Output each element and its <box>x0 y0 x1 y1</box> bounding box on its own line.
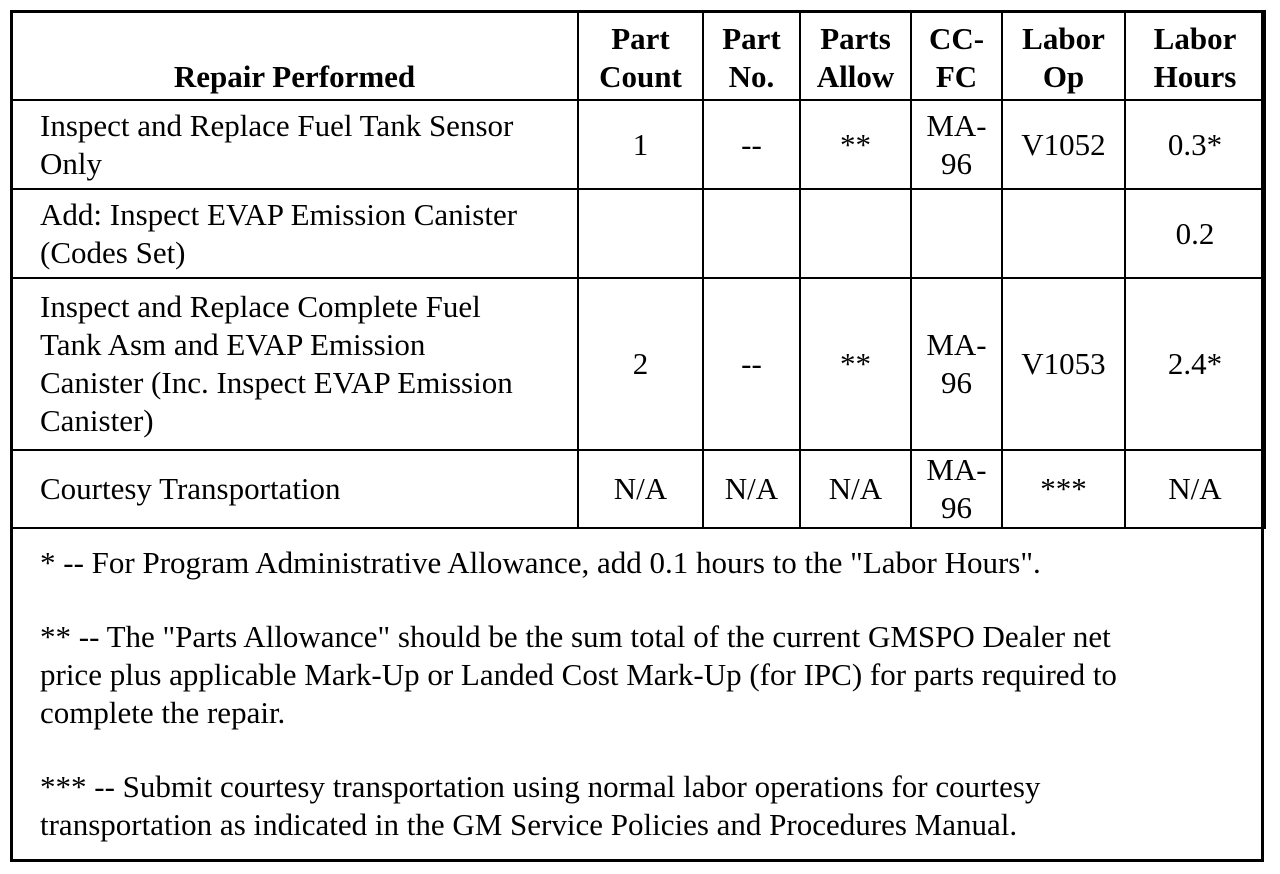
cell-part-count <box>578 189 703 278</box>
cell-parts-allow: ** <box>800 278 911 450</box>
cell-labor-op: V1052 <box>1002 100 1125 189</box>
cell-labor-hours: N/A <box>1125 450 1265 528</box>
cell-parts-allow: ** <box>800 100 911 189</box>
cell-labor-hours: 0.3* <box>1125 100 1265 189</box>
header-part-no: Part No. <box>703 11 800 100</box>
cell-labor-op <box>1002 189 1125 278</box>
cell-part-no <box>703 189 800 278</box>
cell-labor-op: V1053 <box>1002 278 1125 450</box>
cell-part-count: N/A <box>578 450 703 528</box>
cell-part-no: -- <box>703 278 800 450</box>
cell-cc-fc: MA- 96 <box>911 278 1002 450</box>
footnote-courtesy-transportation: *** -- Submit courtesy transportation using normal labor operations for courtesy transportation as indicated in the GM Service Policies and Procedures Manual. <box>40 769 1041 842</box>
header-repair-performed: Repair Performed <box>11 11 578 100</box>
cell-cc-fc: MA- 96 <box>911 100 1002 189</box>
cell-part-count: 1 <box>578 100 703 189</box>
cell-labor-op: *** <box>1002 450 1125 528</box>
repair-table <box>10 10 1266 529</box>
header-part-count: Part Count <box>578 11 703 100</box>
header-parts-allow: Parts Allow <box>800 11 911 100</box>
cell-parts-allow <box>800 189 911 278</box>
cell-part-no: N/A <box>703 450 800 528</box>
footnotes <box>40 544 1240 844</box>
header-row <box>11 11 1265 100</box>
footnote-labor-allowance: * -- For Program Administrative Allowance, add 0.1 hours to the "Labor Hours". <box>40 545 1041 580</box>
table-row <box>11 100 1265 189</box>
table-row <box>11 278 1265 450</box>
header-labor-op: Labor Op <box>1002 11 1125 100</box>
header-labor-hours: Labor Hours <box>1125 11 1265 100</box>
footnote-parts-allowance: ** -- The "Parts Allowance" should be the sum total of the current GMSPO Dealer net price plus applicable Mark-Up or Landed Cost Mark-Up (for IPC) for parts required to complete the repair. <box>40 619 1117 730</box>
cell-labor-hours: 2.4* <box>1125 278 1265 450</box>
cell-part-no: -- <box>703 100 800 189</box>
cell-repair-performed: Inspect and Replace Fuel Tank Sensor Only <box>11 100 578 189</box>
cell-labor-hours: 0.2 <box>1125 189 1265 278</box>
cell-parts-allow: N/A <box>800 450 911 528</box>
cell-repair-performed: Add: Inspect EVAP Emission Canister (Codes Set) <box>11 189 578 278</box>
cell-cc-fc <box>911 189 1002 278</box>
cell-repair-performed: Inspect and Replace Complete Fuel Tank Asm and EVAP Emission Canister (Inc. Inspect EVAP Emission Canister) <box>11 278 578 450</box>
header-cc-fc: CC- FC <box>911 11 1002 100</box>
cell-cc-fc: MA- 96 <box>911 450 1002 528</box>
cell-repair-performed: Courtesy Transportation <box>11 450 578 528</box>
cell-part-count: 2 <box>578 278 703 450</box>
table-row <box>11 189 1265 278</box>
table-row <box>11 450 1265 528</box>
